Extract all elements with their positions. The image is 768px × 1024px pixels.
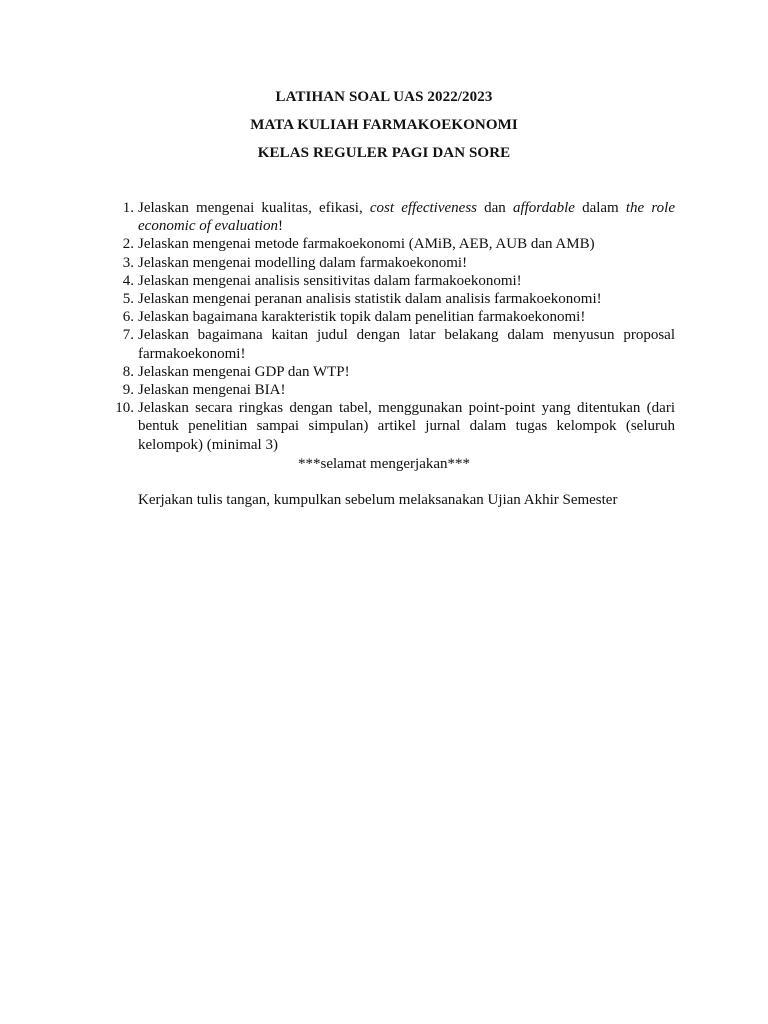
question-text [138, 400, 675, 452]
question-text-segment: Jelaskan mengenai analisis sensitivitas dalam farmakoekonomi! [138, 272, 522, 289]
closing-text: ***selamat mengerjakan*** [297, 456, 471, 472]
question-text-segment: Jelaskan mengenai GDP dan WTP! [138, 363, 350, 380]
question-text-segment: dalam [574, 200, 626, 216]
question-text [138, 273, 522, 289]
question-item [104, 399, 675, 454]
question-item [104, 199, 675, 235]
question-number: 10. [115, 400, 134, 417]
question-item [104, 308, 675, 326]
question-text-segment: Jelaskan mengenai peranan analisis statistik dalam analisis farmakoekonomi! [138, 291, 602, 308]
question-text-segment: Jelaskan mengenai modelling dalam farmakoekonomi! [138, 254, 468, 271]
question-list [104, 199, 675, 454]
question-text-segment: Jelaskan mengenai metode farmakoekonomi (AMiB, AEB, AUB dan AMB) [138, 236, 595, 253]
instruction-note: Kerjakan tulis tangan, kumpulkan sebelum melaksanakan Ujian Akhir Semester [138, 492, 618, 508]
question-text-segment: dan [477, 200, 513, 216]
question-number: 2. [122, 236, 134, 253]
question-item [104, 254, 675, 272]
question-number: 8. [122, 363, 134, 380]
question-text-segment: Jelaskan bagaimana karakteristik topik dalam penelitian farmakoekonomi! [138, 309, 586, 326]
question-number: 7. [122, 327, 134, 344]
question-text-segment: Jelaskan bagaimana kaitan judul dengan latar belakang dalam menyusun proposal farmakoekonomi! [138, 327, 675, 362]
question-number: 9. [122, 382, 134, 399]
question-item [104, 290, 675, 308]
question-number: 4. [122, 272, 134, 289]
question-text-segment: Jelaskan mengenai BIA! [138, 382, 286, 399]
question-term-italic: affordable [512, 200, 575, 216]
question-text-segment: Jelaskan mengenai kualitas, efikasi, [138, 200, 370, 216]
question-term-italic: cost effectiveness [369, 200, 477, 216]
question-item [104, 235, 675, 253]
question-item [104, 272, 675, 290]
question-text [138, 255, 467, 271]
question-text [138, 291, 602, 307]
question-number: 6. [122, 309, 134, 326]
document-title: LATIHAN SOAL UAS 2022/2023 [275, 89, 493, 105]
question-item [104, 363, 675, 381]
question-number: 3. [122, 254, 134, 271]
question-item [104, 381, 675, 399]
course-name: MATA KULIAH FARMAKOEKONOMI [250, 117, 518, 133]
question-text [138, 200, 675, 234]
question-number: 1. [122, 200, 134, 216]
question-text [138, 364, 350, 380]
question-term-italic: the role economic of evaluation [138, 200, 675, 235]
question-text [138, 382, 285, 398]
question-number: 5. [122, 291, 134, 308]
question-text [138, 236, 595, 252]
question-text-segment: ! [277, 218, 283, 235]
class-name: KELAS REGULER PAGI DAN SORE [257, 145, 511, 161]
question-item [104, 326, 675, 362]
question-text [138, 327, 675, 361]
question-text [138, 309, 585, 325]
question-text-segment: Jelaskan secara ringkas dengan tabel, menggunakan point-point yang ditentukan (dari bentuk penelitian sampai simpulan) artikel jurnal dalam tugas kelompok (seluruh kelompok) (minimal 3) [138, 400, 675, 453]
